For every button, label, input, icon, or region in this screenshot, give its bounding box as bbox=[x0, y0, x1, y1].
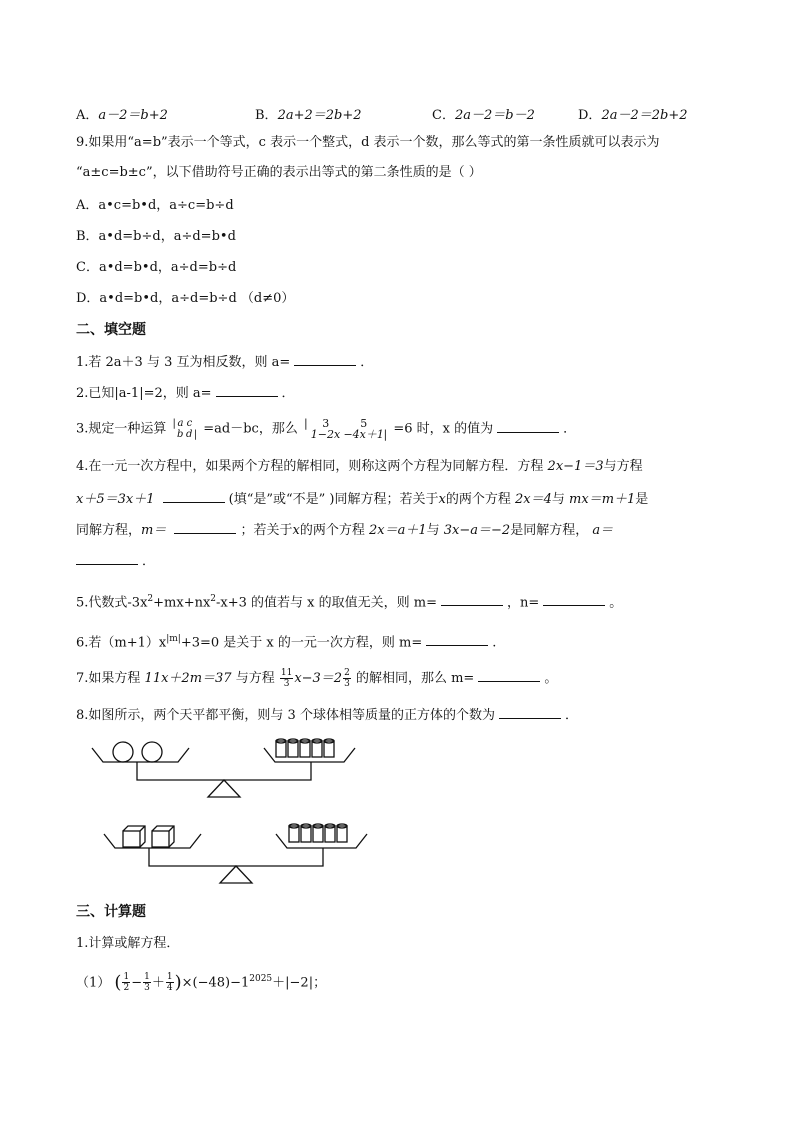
fill-q2: 2.已知|a-1|=2，则 a= ． bbox=[76, 386, 295, 401]
fill-q8: 8.如图所示，两个天平都平衡，则与 3 个球体相等质量的正方体的个数为 ． bbox=[76, 708, 578, 723]
q9-option-b: B．a•d=b÷d，a÷d=b•d bbox=[76, 229, 236, 244]
fill-q4-line3: 同解方程，m＝ ；若关于x的两个方程 2x＝a＋1与 3x−a＝−2是同解方程， a＝ bbox=[76, 523, 614, 538]
answer-blank[interactable] bbox=[478, 669, 540, 682]
fill-q4-line2: x＋5＝3x＋1 (填“是”或“不是” )同解方程；若关于x的两个方程 2x＝4与 mx＝m＋1是 bbox=[76, 492, 649, 507]
cylinder-group-2 bbox=[289, 824, 347, 842]
answer-blank[interactable] bbox=[441, 593, 503, 606]
determinant-abcd: | a c b d| bbox=[172, 418, 198, 440]
beam-1 bbox=[137, 762, 311, 780]
fraction: $\frac{1}{2}$ bbox=[123, 972, 130, 994]
fill-q3: 3.规定一种运算 | a c b d| =ad－bc，那么 | 3 5 1−2x −4x＋1| =6 时，x 的值为 ． bbox=[76, 417, 577, 441]
beam-2 bbox=[149, 848, 323, 866]
section-fill-title: 二、填空题 bbox=[76, 322, 146, 338]
answer-blank[interactable] bbox=[76, 552, 138, 565]
fraction: $\frac{1}{3}$ bbox=[144, 972, 150, 994]
fraction: $\frac{11}{3}$ bbox=[280, 668, 293, 689]
cube-group bbox=[123, 826, 174, 847]
balance-scale-2 bbox=[104, 824, 367, 883]
determinant-x: | 3 5 1−2x −4x＋1| bbox=[303, 417, 388, 441]
q9-option-d: D．a•d=b•d，a÷d=b÷d （d≠0） bbox=[76, 291, 295, 306]
option-a: A．a－2＝b+2 bbox=[76, 108, 168, 123]
fill-q4-line1: 4.在一元一次方程中，如果两个方程的解相同，则称这两个方程为同解方程．方程 2x−1＝3与方程 bbox=[76, 459, 643, 474]
answer-blank[interactable] bbox=[294, 353, 356, 366]
answer-blank[interactable] bbox=[426, 633, 488, 646]
answer-blank[interactable] bbox=[543, 593, 605, 606]
pan-right-2 bbox=[276, 834, 367, 848]
calc-q1-sub1: （1） ( $\frac{1}{2}$ − $\frac{1}{3}$ ＋ $\frac{1}{4}$ )$\times(-48)-1^{2025}+|-2|$； bbox=[76, 971, 327, 994]
answer-blank[interactable] bbox=[497, 420, 559, 433]
answer-blank[interactable] bbox=[174, 521, 236, 534]
fulcrum-1 bbox=[208, 780, 240, 797]
fraction: $\frac{2}{3}$ bbox=[344, 668, 350, 689]
fulcrum-2 bbox=[220, 866, 252, 883]
fill-q4-line4: ． bbox=[76, 552, 155, 571]
q9-option-c: C．a•d=b•d，a÷d=b÷d bbox=[76, 260, 237, 275]
balance-scale-1 bbox=[92, 739, 355, 797]
fraction: $\frac{1}{4}$ bbox=[166, 972, 173, 994]
q9-line2: “a±c=b±c”，以下借助符号正确的表示出等式的第二条性质的是（ ） bbox=[76, 165, 482, 180]
answer-blank[interactable] bbox=[499, 706, 561, 719]
section-calc-title: 三、计算题 bbox=[76, 904, 146, 920]
sphere bbox=[142, 742, 162, 762]
sphere bbox=[113, 742, 133, 762]
option-d: D．2a－2＝2b+2 bbox=[578, 108, 688, 123]
pan-right-1 bbox=[264, 748, 355, 762]
option-c: C．2a－2＝b－2 bbox=[432, 108, 535, 123]
answer-blank[interactable] bbox=[216, 384, 278, 397]
option-b: B．2a+2＝2b+2 bbox=[255, 108, 362, 123]
fill-q6: 6.若$(m+1)x^{|m|}+3=0$ 是关于 x 的一元一次方程，则 m= . bbox=[76, 634, 497, 651]
answer-blank[interactable] bbox=[163, 490, 225, 503]
fill-q7: 7.如果方程 11x＋2m＝37 与方程 $\frac{11}{3}$ x−3＝2 $\frac{2}{3}$ 的解相同，那么 m= 。 bbox=[76, 668, 558, 689]
q9-line1: 9.如果用“a=b”表示一个等式，c 表示一个整式，d 表示一个数，那么等式的第一条性质就可以表示为 bbox=[76, 135, 660, 150]
cylinder-group-1 bbox=[276, 739, 334, 757]
pan-left-1 bbox=[92, 748, 189, 762]
q9-option-a: A．a•c=b•d，a÷c=b÷d bbox=[76, 198, 234, 213]
calc-q1: 1.计算或解方程． bbox=[76, 936, 180, 951]
pan-left-2 bbox=[104, 834, 201, 848]
fill-q5: 5.代数式$-3x^2+mx+nx^2-x+3$ 的值若与 x 的取值无关，则 m= ，n= 。 bbox=[76, 594, 623, 611]
fill-q1: 1.若 2a＋3 与 3 互为相反数，则 a= ． bbox=[76, 355, 374, 370]
